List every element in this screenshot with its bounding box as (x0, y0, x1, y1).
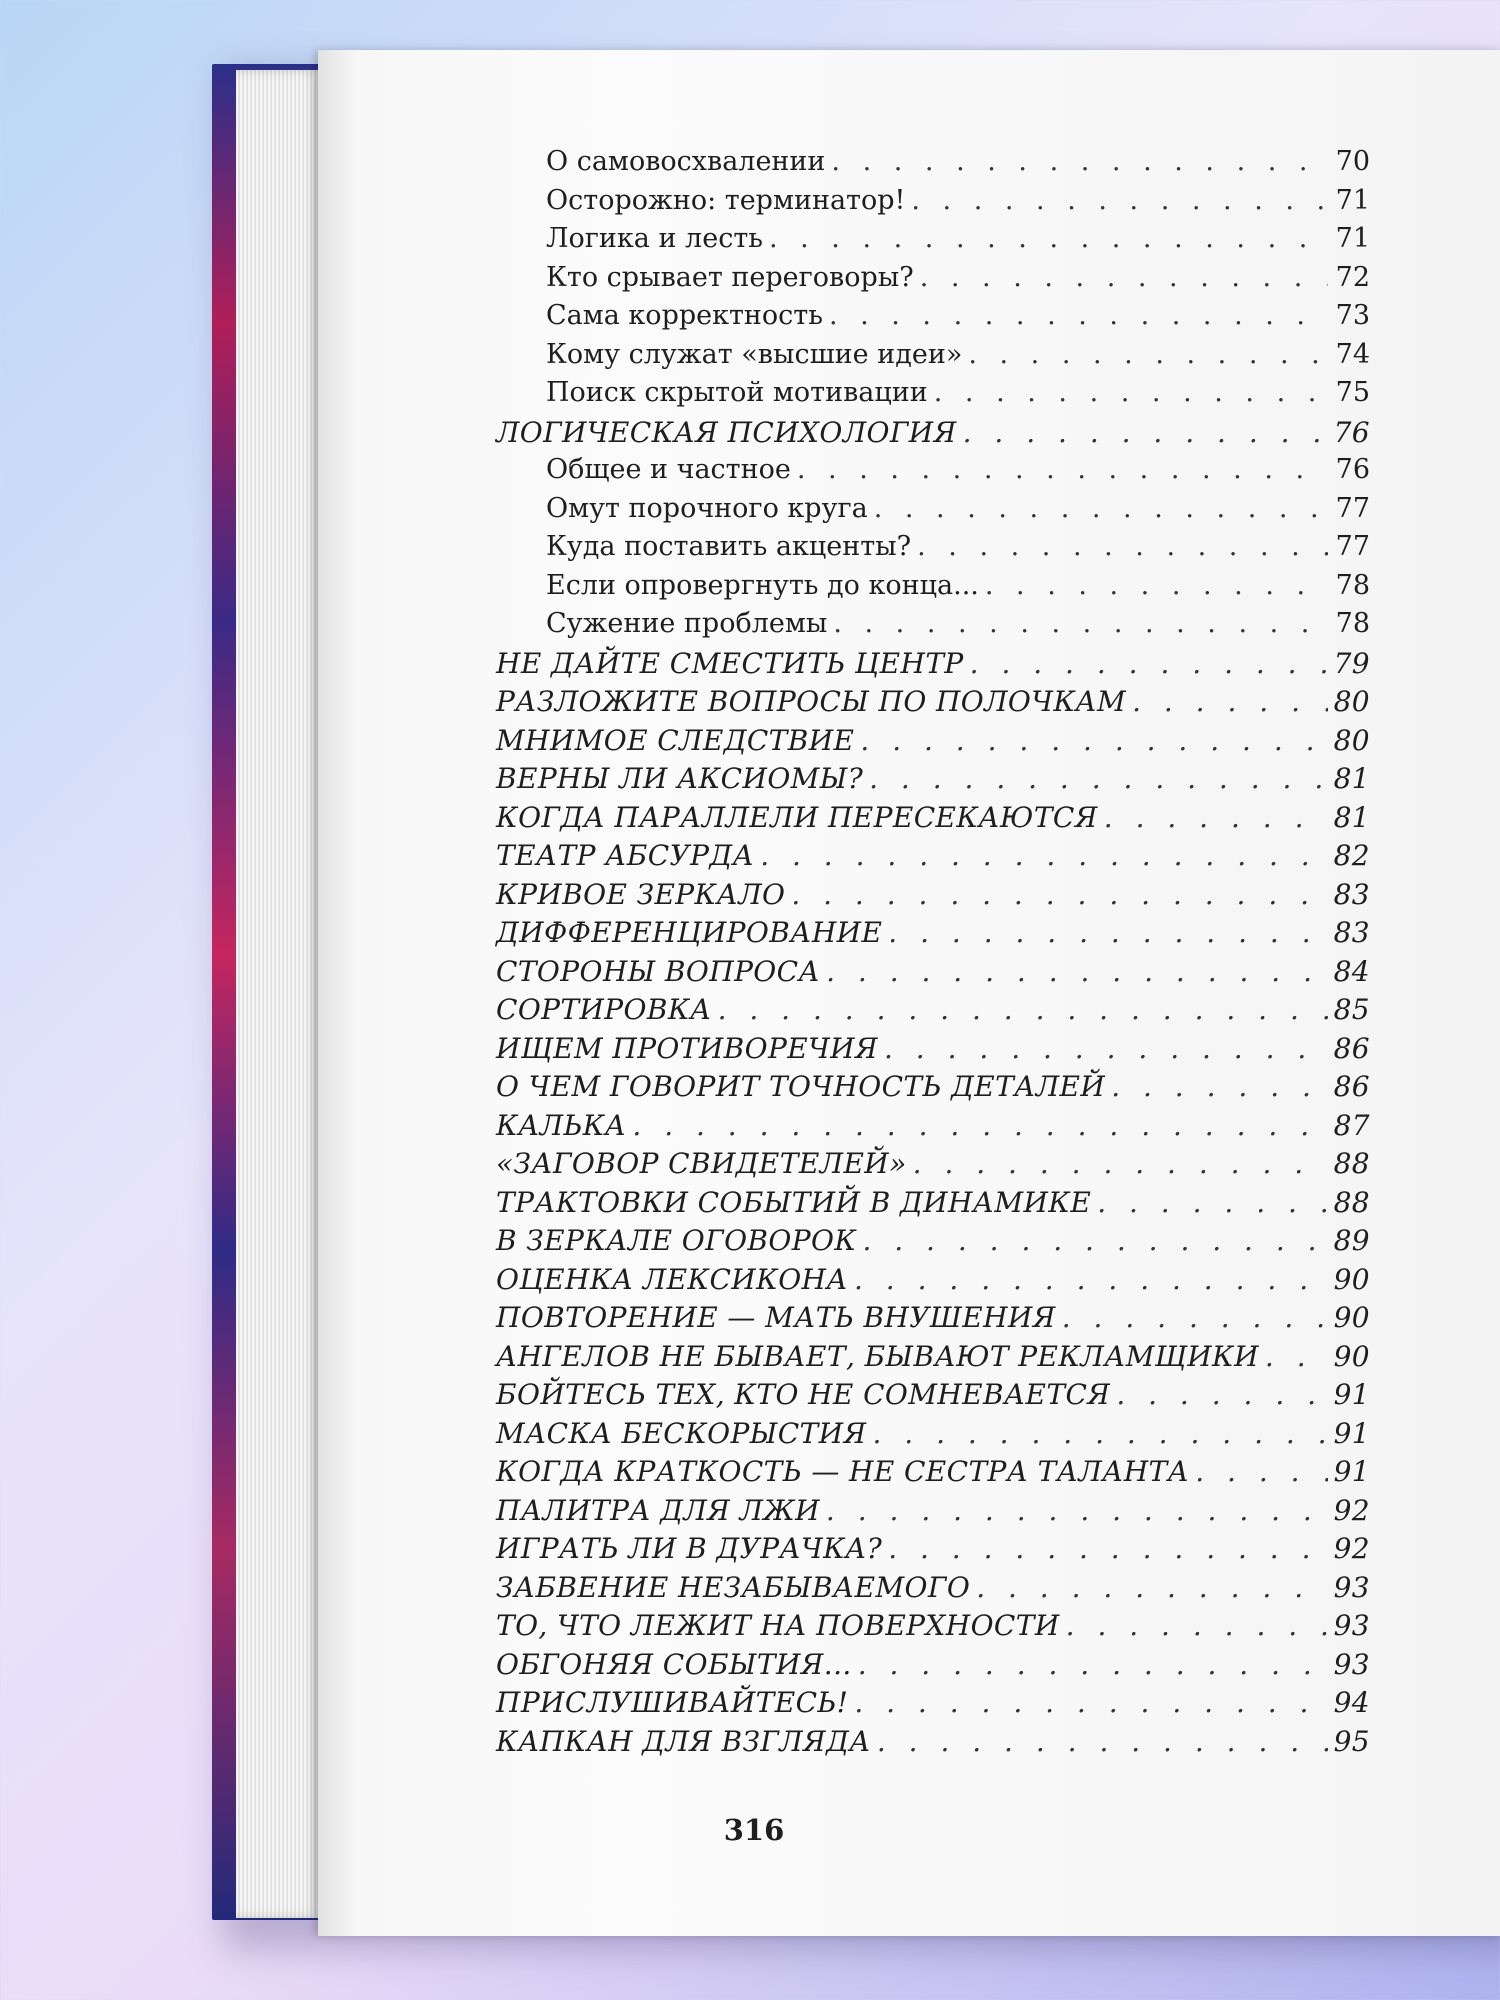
toc-section (496, 955, 1370, 994)
toc-entry-page: 80 (1333, 685, 1370, 718)
toc-entry-title: КОГДА ПАРАЛЛЕЛИ ПЕРЕСЕКАЮТСЯ (496, 800, 1098, 834)
toc-entry-page: 88 (1333, 1147, 1370, 1180)
toc-section (496, 1263, 1370, 1302)
toc-subsection (496, 531, 1370, 570)
toc-entry-page: 77 (1335, 492, 1370, 524)
toc-entry-title: ЛОГИЧЕСКАЯ ПСИХОЛОГИЯ (496, 415, 957, 449)
toc-entry-title: Сужение проблемы (546, 608, 828, 639)
toc-entry-page: 76 (1333, 415, 1370, 449)
toc-section (496, 1147, 1370, 1186)
toc-dot-leader (833, 608, 1328, 639)
toc-entry-page: 74 (1335, 338, 1370, 370)
toc-section (496, 1301, 1370, 1340)
toc-dot-leader (1116, 1378, 1327, 1411)
toc-entry-page: 91 (1333, 1416, 1370, 1450)
toc-section (496, 724, 1370, 763)
toc-dot-leader (888, 1532, 1327, 1565)
toc-section (496, 1455, 1370, 1494)
toc-section (496, 1224, 1370, 1263)
toc-subsection (496, 608, 1370, 647)
toc-dot-leader (831, 146, 1328, 177)
toc-entry-page: 72 (1335, 261, 1370, 293)
toc-dot-leader (874, 493, 1328, 524)
toc-entry-title: ОБГОНЯЯ СОБЫТИЯ... (496, 1647, 852, 1681)
toc-dot-leader (1111, 1070, 1327, 1103)
toc-subsection (496, 185, 1370, 224)
toc-entry-page: 92 (1333, 1493, 1370, 1527)
toc-entry-page: 94 (1333, 1686, 1370, 1719)
toc-dot-leader (884, 1032, 1328, 1065)
toc-entry-page: 93 (1333, 1570, 1370, 1604)
toc-section (496, 1571, 1370, 1610)
toc-dot-leader (1265, 1340, 1328, 1373)
toc-entry-page: 78 (1335, 608, 1370, 639)
toc-section (496, 1417, 1370, 1456)
toc-entry-title: Омут порочного круга (546, 492, 868, 524)
toc-entry-title: МНИМОЕ СЛЕДСТВИЕ (496, 723, 855, 757)
toc-entry-page: 84 (1333, 954, 1370, 988)
toc-entry-title: ТРАКТОВКИ СОБЫТИЙ В ДИНАМИКЕ (496, 1185, 1092, 1219)
toc-section (496, 1494, 1370, 1533)
toc-entry-title: Осторожно: терминатор! (546, 184, 906, 216)
toc-dot-leader (888, 916, 1327, 949)
toc-section (496, 1109, 1370, 1148)
toc-dot-leader (854, 1686, 1327, 1719)
toc-dot-leader (970, 647, 1328, 680)
toc-entry-title: Общее и частное (546, 454, 791, 485)
toc-entry-title: ИЩЕМ ПРОТИВОРЕЧИЯ (496, 1031, 878, 1065)
toc-section (496, 416, 1370, 455)
toc-subsection (496, 454, 1370, 493)
toc-entry-title: БОЙТЕСЬ ТЕХ, КТО НЕ СОМНЕВАЕТСЯ (496, 1378, 1111, 1411)
toc-dot-leader (872, 1417, 1327, 1450)
toc-entry-page: 93 (1333, 1609, 1370, 1642)
toc-entry-page: 85 (1333, 993, 1370, 1026)
toc-subsection (496, 570, 1370, 609)
toc-section (496, 685, 1370, 724)
toc-dot-leader (869, 762, 1327, 795)
toc-entry-title: ЗАБВЕНИЕ НЕЗАБЫВАЕМОГО (496, 1570, 971, 1604)
page-edges (236, 70, 320, 1918)
toc-entry-page: 70 (1335, 146, 1370, 177)
toc-dot-leader (1062, 1301, 1328, 1334)
toc-section (496, 1725, 1370, 1764)
toc-subsection (496, 493, 1370, 532)
toc-entry-title: КАЛЬКА (496, 1108, 627, 1142)
toc-section (496, 647, 1370, 686)
toc-entry-title: ПОВТОРЕНИЕ — МАТЬ ВНУШЕНИЯ (496, 1301, 1056, 1334)
toc-dot-leader (862, 1224, 1327, 1257)
toc-dot-leader (1066, 1609, 1328, 1642)
toc-entry-title: «ЗАГОВОР СВИДЕТЕЛЕЙ» (496, 1147, 907, 1180)
toc-entry-page: 88 (1333, 1185, 1370, 1219)
toc-entry-page: 92 (1333, 1532, 1370, 1565)
toc-subsection (496, 262, 1370, 301)
toc-subsection (496, 377, 1370, 416)
toc-entry-title: ВЕРНЫ ЛИ АКСИОМЫ? (496, 762, 864, 795)
toc-dot-leader (791, 878, 1327, 911)
toc-dot-leader (917, 531, 1328, 562)
toc-entry-page: 87 (1333, 1108, 1370, 1142)
toc-section (496, 762, 1370, 801)
toc-entry-page: 89 (1333, 1224, 1370, 1257)
toc-dot-leader (1195, 1455, 1327, 1488)
toc-section (496, 839, 1370, 878)
toc-entry-page: 95 (1333, 1724, 1370, 1758)
toc-section (496, 1609, 1370, 1648)
toc-dot-leader (1132, 685, 1327, 718)
toc-dot-leader (829, 300, 1328, 331)
toc-entry-page: 81 (1333, 800, 1370, 834)
toc-entry-title: КАПКАН ДЛЯ ВЗГЛЯДА (496, 1724, 871, 1758)
toc-entry-title: СОРТИРОВКА (496, 993, 712, 1026)
toc-entry-page: 86 (1333, 1031, 1370, 1065)
toc-entry-title: Логика и лесть (546, 223, 763, 254)
toc-entry-page: 91 (1333, 1378, 1370, 1411)
toc-dot-leader (920, 262, 1328, 293)
toc-dot-leader (826, 1494, 1328, 1527)
toc-entry-title: ПАЛИТРА ДЛЯ ЛЖИ (496, 1493, 820, 1527)
toc-section (496, 1032, 1370, 1071)
toc-entry-title: Куда поставить акценты? (546, 531, 912, 562)
toc-dot-leader (913, 1147, 1328, 1180)
toc-section (496, 1378, 1370, 1417)
toc-entry-page: 83 (1333, 877, 1370, 911)
toc-dot-leader (858, 1648, 1328, 1681)
page-number-text: 316 (723, 1813, 785, 1847)
toc-dot-leader (985, 570, 1328, 601)
toc-entry-title: АНГЕЛОВ НЕ БЫВАЕТ, БЫВАЮТ РЕКЛАМЩИКИ (496, 1339, 1259, 1373)
toc-entry-title: ПРИСЛУШИВАЙТЕСЬ! (496, 1686, 849, 1719)
table-of-contents (496, 146, 1370, 1763)
toc-dot-leader (632, 1109, 1327, 1142)
toc-dot-leader (1104, 801, 1328, 834)
toc-dot-leader (797, 454, 1328, 485)
toc-dot-leader (963, 416, 1328, 449)
toc-subsection (496, 146, 1370, 185)
toc-entry-page: 90 (1333, 1262, 1370, 1296)
toc-entry-title: РАЗЛОЖИТЕ ВОПРОСЫ ПО ПОЛОЧКАМ (496, 685, 1127, 718)
toc-entry-title: МАСКА БЕСКОРЫСТИЯ (496, 1416, 867, 1450)
toc-entry-page: 71 (1335, 184, 1370, 216)
toc-section (496, 1532, 1370, 1571)
toc-entry-title: В ЗЕРКАЛЕ ОГОВОРОК (496, 1224, 857, 1257)
toc-dot-leader (760, 839, 1327, 872)
toc-entry-page: 79 (1333, 646, 1370, 680)
toc-entry-title: ДИФФЕРЕНЦИРОВАНИЕ (496, 916, 883, 949)
toc-dot-leader (718, 993, 1328, 1026)
toc-entry-page: 73 (1335, 300, 1370, 331)
toc-dot-leader (877, 1725, 1328, 1758)
toc-entry-title: О ЧЕМ ГОВОРИТ ТОЧНОСТЬ ДЕТАЛЕЙ (496, 1070, 1106, 1103)
toc-entry-page: 91 (1333, 1455, 1370, 1488)
toc-entry-page: 90 (1333, 1339, 1370, 1373)
toc-entry-title: НЕ ДАЙТЕ СМЕСТИТЬ ЦЕНТР (496, 646, 964, 680)
toc-entry-page: 83 (1333, 916, 1370, 949)
toc-entry-page: 93 (1333, 1647, 1370, 1681)
toc-entry-title: ТО, ЧТО ЛЕЖИТ НА ПОВЕРХНОСТИ (496, 1609, 1060, 1642)
toc-subsection (496, 339, 1370, 378)
toc-entry-title: КРИВОЕ ЗЕРКАЛО (496, 877, 786, 911)
toc-entry-title: О самовосхвалении (546, 146, 826, 177)
toc-dot-leader (769, 223, 1328, 254)
toc-dot-leader (934, 377, 1328, 408)
toc-subsection (496, 300, 1370, 339)
toc-dot-leader (860, 724, 1327, 757)
toc-entry-title: Кому служат «высшие идеи» (546, 338, 963, 370)
toc-section (496, 916, 1370, 955)
toc-entry-page: 80 (1333, 723, 1370, 757)
toc-entry-page: 82 (1333, 839, 1370, 872)
toc-entry-title: СТОРОНЫ ВОПРОСА (496, 954, 821, 988)
toc-dot-leader (1097, 1186, 1327, 1219)
toc-dot-leader (968, 339, 1328, 370)
toc-entry-page: 90 (1333, 1301, 1370, 1334)
toc-entry-page: 75 (1335, 377, 1370, 408)
toc-entry-page: 86 (1333, 1070, 1370, 1103)
toc-section (496, 1340, 1370, 1379)
toc-section (496, 1070, 1370, 1109)
toc-entry-page: 76 (1335, 454, 1370, 485)
toc-dot-leader (826, 955, 1327, 988)
toc-entry-title: Сама корректность (546, 300, 823, 331)
toc-entry-title: ИГРАТЬ ЛИ В ДУРАЧКА? (496, 1532, 883, 1565)
toc-entry-title: КОГДА КРАТКОСТЬ — НЕ СЕСТРА ТАЛАНТА (496, 1455, 1190, 1488)
toc-subsection (496, 223, 1370, 262)
page-number (0, 1813, 1500, 1847)
toc-entry-page: 81 (1333, 762, 1370, 795)
toc-dot-leader (854, 1263, 1328, 1296)
toc-entry-page: 71 (1335, 223, 1370, 254)
toc-section (496, 1648, 1370, 1687)
toc-entry-page: 77 (1335, 531, 1370, 562)
toc-entry-title: Если опровергнуть до конца... (546, 569, 979, 601)
toc-section (496, 878, 1370, 917)
toc-section (496, 801, 1370, 840)
toc-entry-title: Поиск скрытой мотивации (546, 377, 928, 408)
toc-entry-title: Кто срывает переговоры? (546, 261, 914, 293)
toc-dot-leader (976, 1571, 1327, 1604)
toc-section (496, 1186, 1370, 1225)
toc-entry-title: ОЦЕНКА ЛЕКСИКОНА (496, 1262, 848, 1296)
toc-section (496, 993, 1370, 1032)
toc-entry-page: 78 (1335, 569, 1370, 601)
toc-dot-leader (911, 185, 1328, 216)
toc-entry-title: ТЕАТР АБСУРДА (496, 839, 755, 872)
toc-section (496, 1686, 1370, 1725)
